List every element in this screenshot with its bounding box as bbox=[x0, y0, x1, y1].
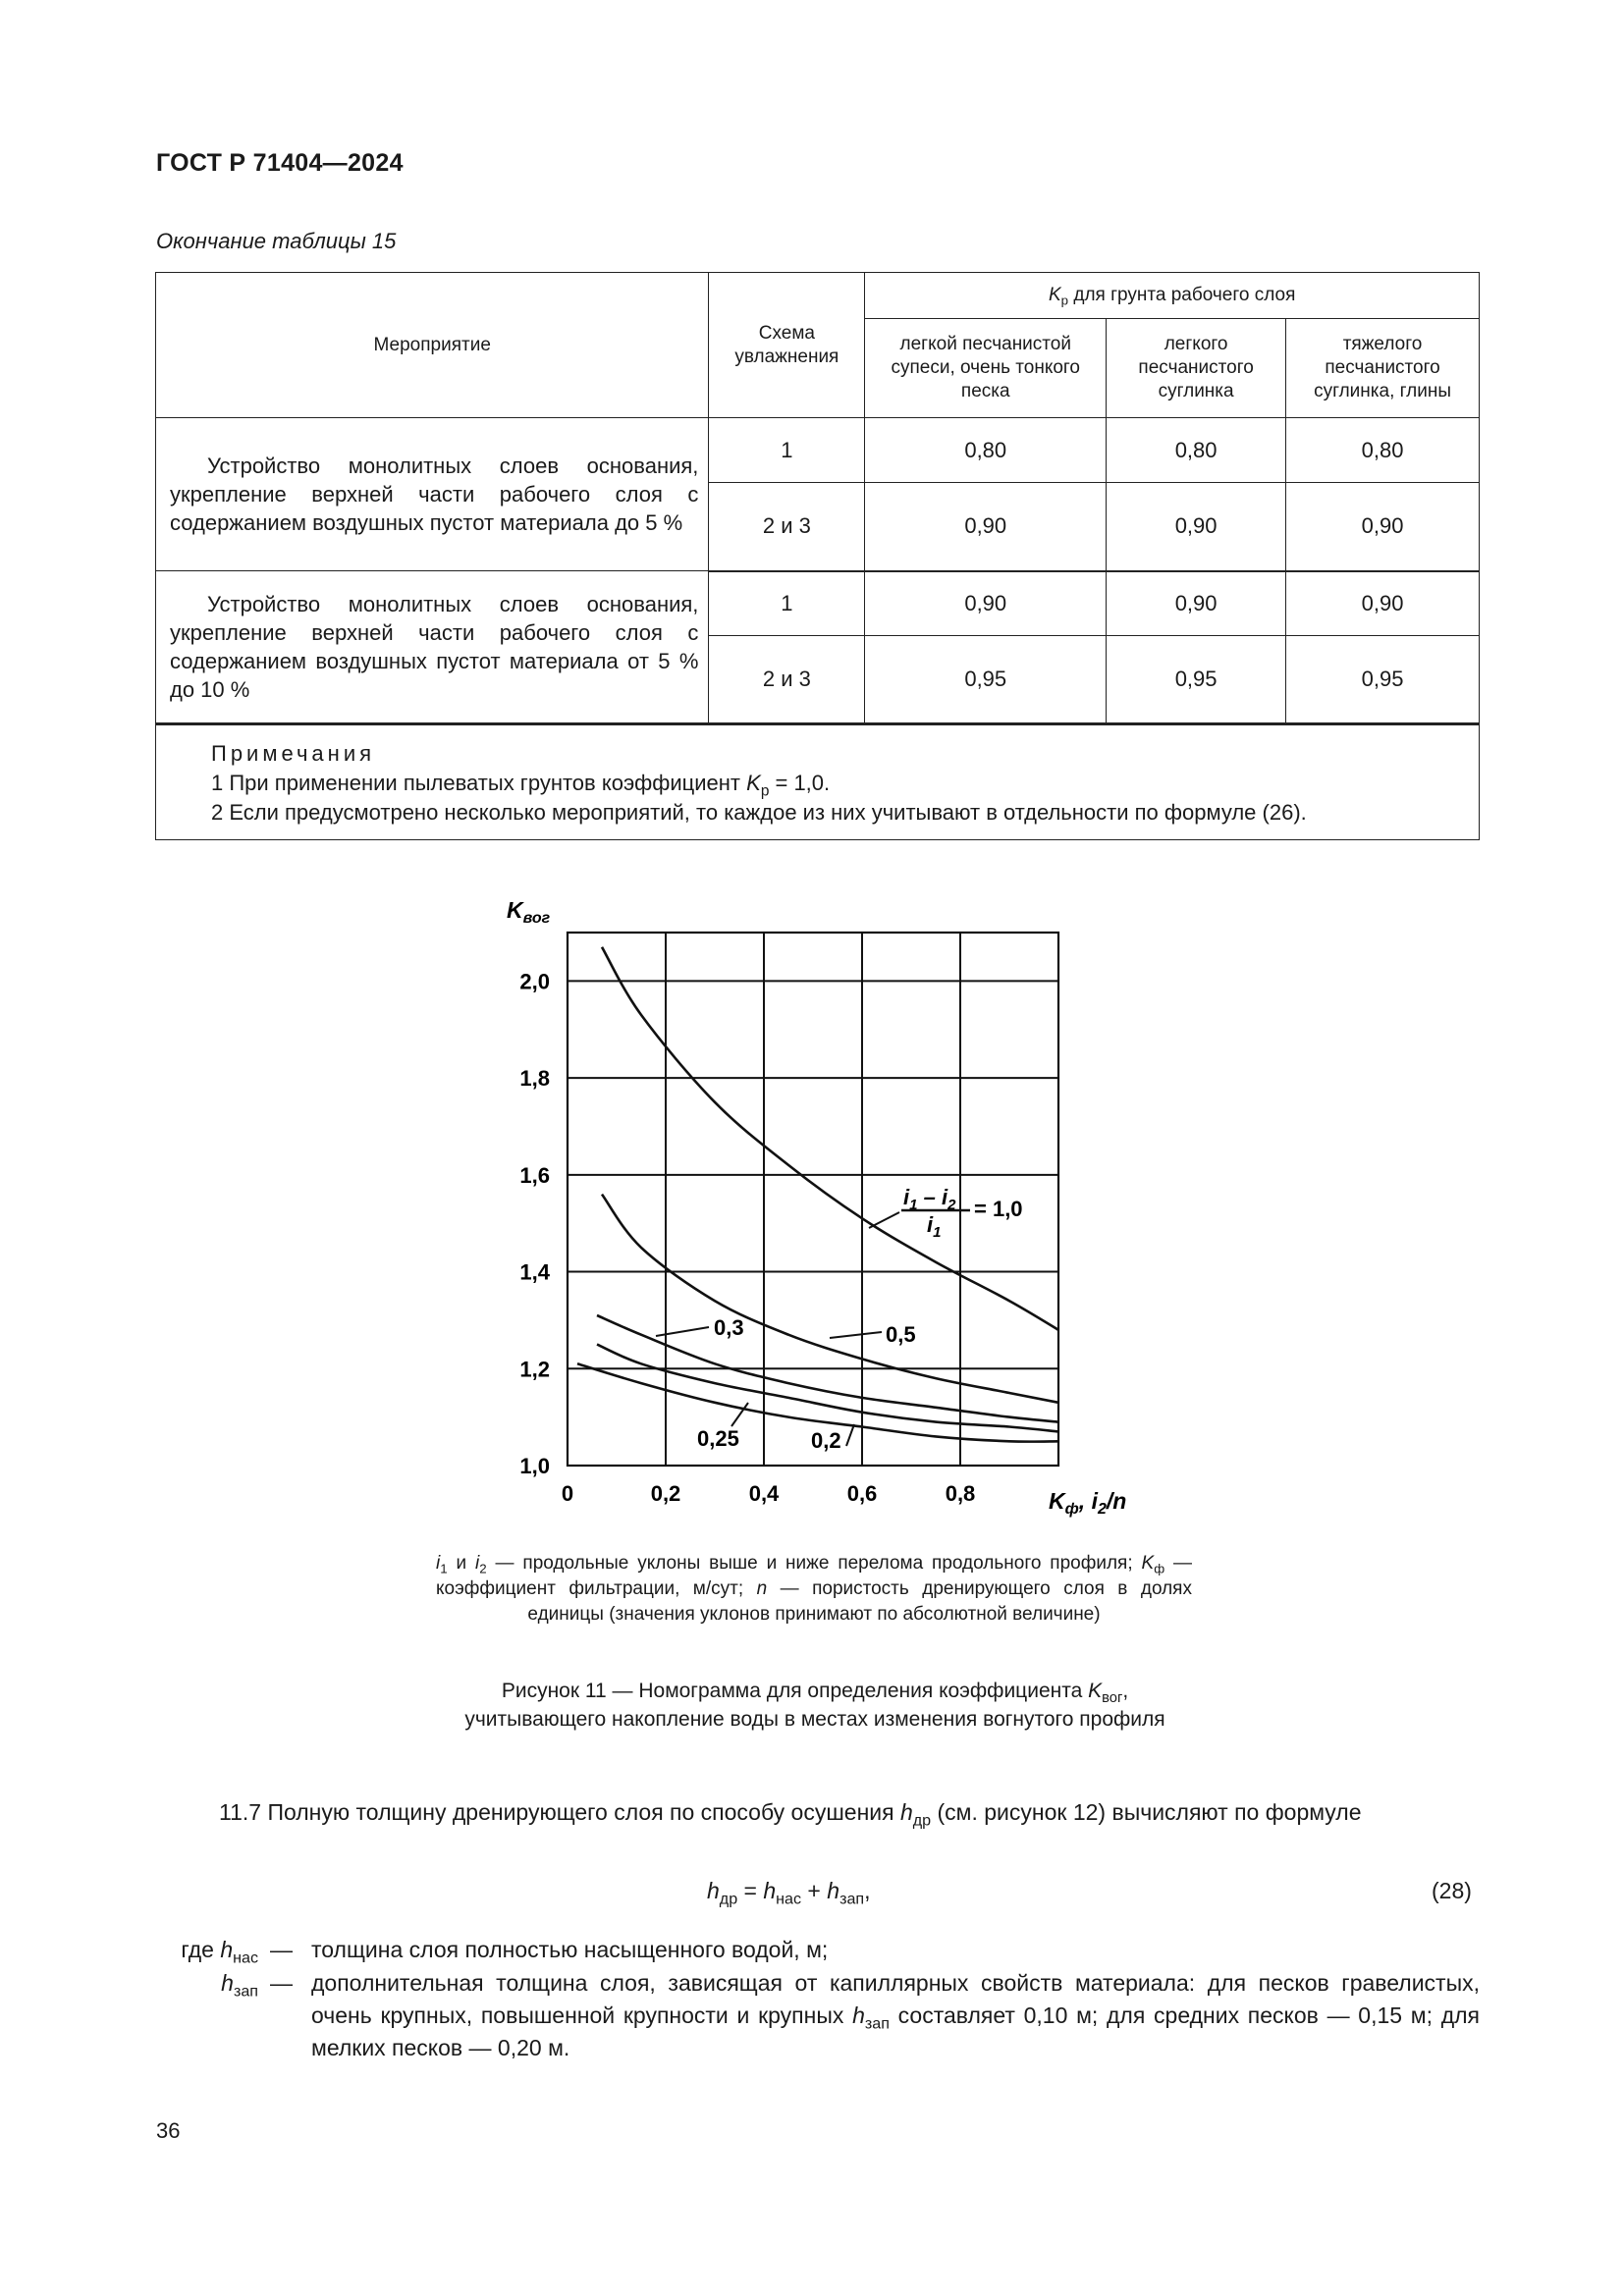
svg-text:i1: $i_1$ bbox=[927, 1212, 942, 1241]
curve-label-0-5: 0,5 bbox=[886, 1322, 916, 1347]
document-code: ГОСТ Р 71404—2024 bbox=[156, 149, 404, 177]
curve-label-0-2: 0,2 bbox=[811, 1428, 841, 1453]
table-15 bbox=[155, 272, 1480, 840]
y-tick-label: 1,6 bbox=[519, 1162, 550, 1188]
col-header-kp-group: $K_р$ для грунта рабочего слоя bbox=[865, 273, 1480, 319]
col-header-scheme: Схема увлажнения bbox=[709, 273, 865, 418]
note-1: 1 При применении пылеватых грунтов коэффициент $K_р = 1,0$. bbox=[211, 771, 831, 800]
table-cell-value: 0,90 bbox=[865, 571, 1107, 636]
y-tick-label: 1,2 bbox=[519, 1357, 550, 1382]
table-cell-value: 0,80 bbox=[865, 418, 1107, 483]
curve-label-0-3: 0,3 bbox=[714, 1315, 744, 1340]
figure-legend: $i_1$ и $i_2$ — продольные уклоны выше и ниже перелома продольного профиля; $K_ф$ — коэффициент фильтрации, м/сут; n — пористость дренирующего слоя в долях единицы (значения уклонов принимают по абсолютной величине) bbox=[436, 1553, 1193, 1625]
table-cell-value: 0,80 bbox=[1286, 418, 1480, 483]
table-cell-value: 0,80 bbox=[1107, 418, 1286, 483]
table-cell-value: 0,90 bbox=[1107, 483, 1286, 571]
notes-title: Примечания bbox=[211, 741, 376, 766]
x-tick-label: 0 bbox=[561, 1481, 574, 1506]
table-row-measure: Устройство монолитных слоев основания, укрепление верхней части рабочего слоя с содержанием воздушных пустот материала до 5 % bbox=[156, 418, 709, 571]
x-axis-label: $K_ф$, $i_2/n$ bbox=[1049, 1488, 1127, 1518]
y-axis-label: $K_{вог}$ bbox=[507, 897, 551, 927]
table-row-measure: Устройство монолитных слоев основания, укрепление верхней части рабочего слоя с содержанием воздушных пустот материала от 5 % до 10 % bbox=[156, 571, 709, 724]
table-cell-scheme: 1 bbox=[709, 418, 865, 483]
col-header-measure: Мероприятие bbox=[156, 273, 709, 418]
x-tick-label: 0,4 bbox=[748, 1481, 780, 1506]
table-cell-value: 0,90 bbox=[1286, 483, 1480, 571]
figure-caption: Рисунок 11 — Номограмма для определения коэффициента $K_{вог}$, учитывающего накопление воды в местах изменения вогнутого профиля bbox=[464, 1680, 1165, 1731]
col-header-soil-2: легкого песчанистого суглинка bbox=[1107, 319, 1286, 418]
col-header-soil-3: тяжелого песчанистого суглинка, глины bbox=[1286, 319, 1480, 418]
table-cell-value: 0,95 bbox=[1286, 636, 1480, 724]
note-2: 2 Если предусмотрено несколько мероприятий, то каждое из них учитывают в отдельности по формуле (26). bbox=[211, 800, 1307, 825]
svg-text:= 1,0: = 1,0 bbox=[974, 1197, 1023, 1221]
where-entry-h-nas: где $h_{нас}$ — толщина слоя полностью насыщенного водой, м; bbox=[181, 1937, 829, 1967]
chart-series bbox=[577, 947, 1058, 1442]
table-cell-scheme: 2 и 3 bbox=[709, 636, 865, 724]
page-number: 36 bbox=[156, 2118, 181, 2143]
formula-28: $h_{др} = h_{нас} + h_{зап}$, bbox=[707, 1878, 871, 1908]
table-cell-value: 0,90 bbox=[1107, 571, 1286, 636]
table-notes bbox=[156, 724, 1480, 840]
y-tick-label: 1,0 bbox=[519, 1454, 550, 1478]
table-cell-scheme: 1 bbox=[709, 571, 865, 636]
y-tick-label: 2,0 bbox=[519, 969, 550, 994]
x-tick-label: 0,8 bbox=[945, 1481, 976, 1506]
x-tick-label: 0,2 bbox=[650, 1481, 681, 1506]
table-cell-value: 0,90 bbox=[1286, 571, 1480, 636]
table-cell-value: 0,95 bbox=[865, 636, 1107, 724]
chart-ticks bbox=[519, 969, 975, 1506]
y-tick-label: 1,4 bbox=[519, 1259, 550, 1285]
table-cell-value: 0,95 bbox=[1107, 636, 1286, 724]
col-header-soil-1: легкой песчанистой супеси, очень тонкого песка bbox=[865, 319, 1107, 418]
y-tick-label: 1,8 bbox=[519, 1066, 550, 1092]
table-caption: Окончание таблицы 15 bbox=[156, 229, 397, 253]
table-cell-scheme: 2 и 3 bbox=[709, 483, 865, 571]
paragraph-11-7: 11.7 Полную толщину дренирующего слоя по способу осушения $h_{др}$ (см. рисунок 12) вычисляют по формуле bbox=[219, 1799, 1362, 1830]
nomogram-chart bbox=[491, 888, 1159, 1536]
where-entry-h-zap: $h_{зап}$ — дополнительная толщина слоя, зависящая от капиллярных свойств материала: для песков гравелистых, очень крупных, повышенной крупности и крупных $h_{зап}$ составляет 0,10 м; для средних песков — 0,15 м; для мелких песков — 0,20 м. bbox=[221, 1970, 1480, 2060]
formula-number: (28) bbox=[1432, 1878, 1472, 1903]
svg-text:i1 – i2: $i_1 - i_2$ bbox=[903, 1185, 956, 1213]
x-tick-label: 0,6 bbox=[846, 1481, 878, 1506]
table-cell-value: 0,90 bbox=[865, 483, 1107, 571]
curve-label-0-25: 0,25 bbox=[697, 1426, 739, 1451]
curve-label-1-0 bbox=[869, 1185, 1023, 1241]
